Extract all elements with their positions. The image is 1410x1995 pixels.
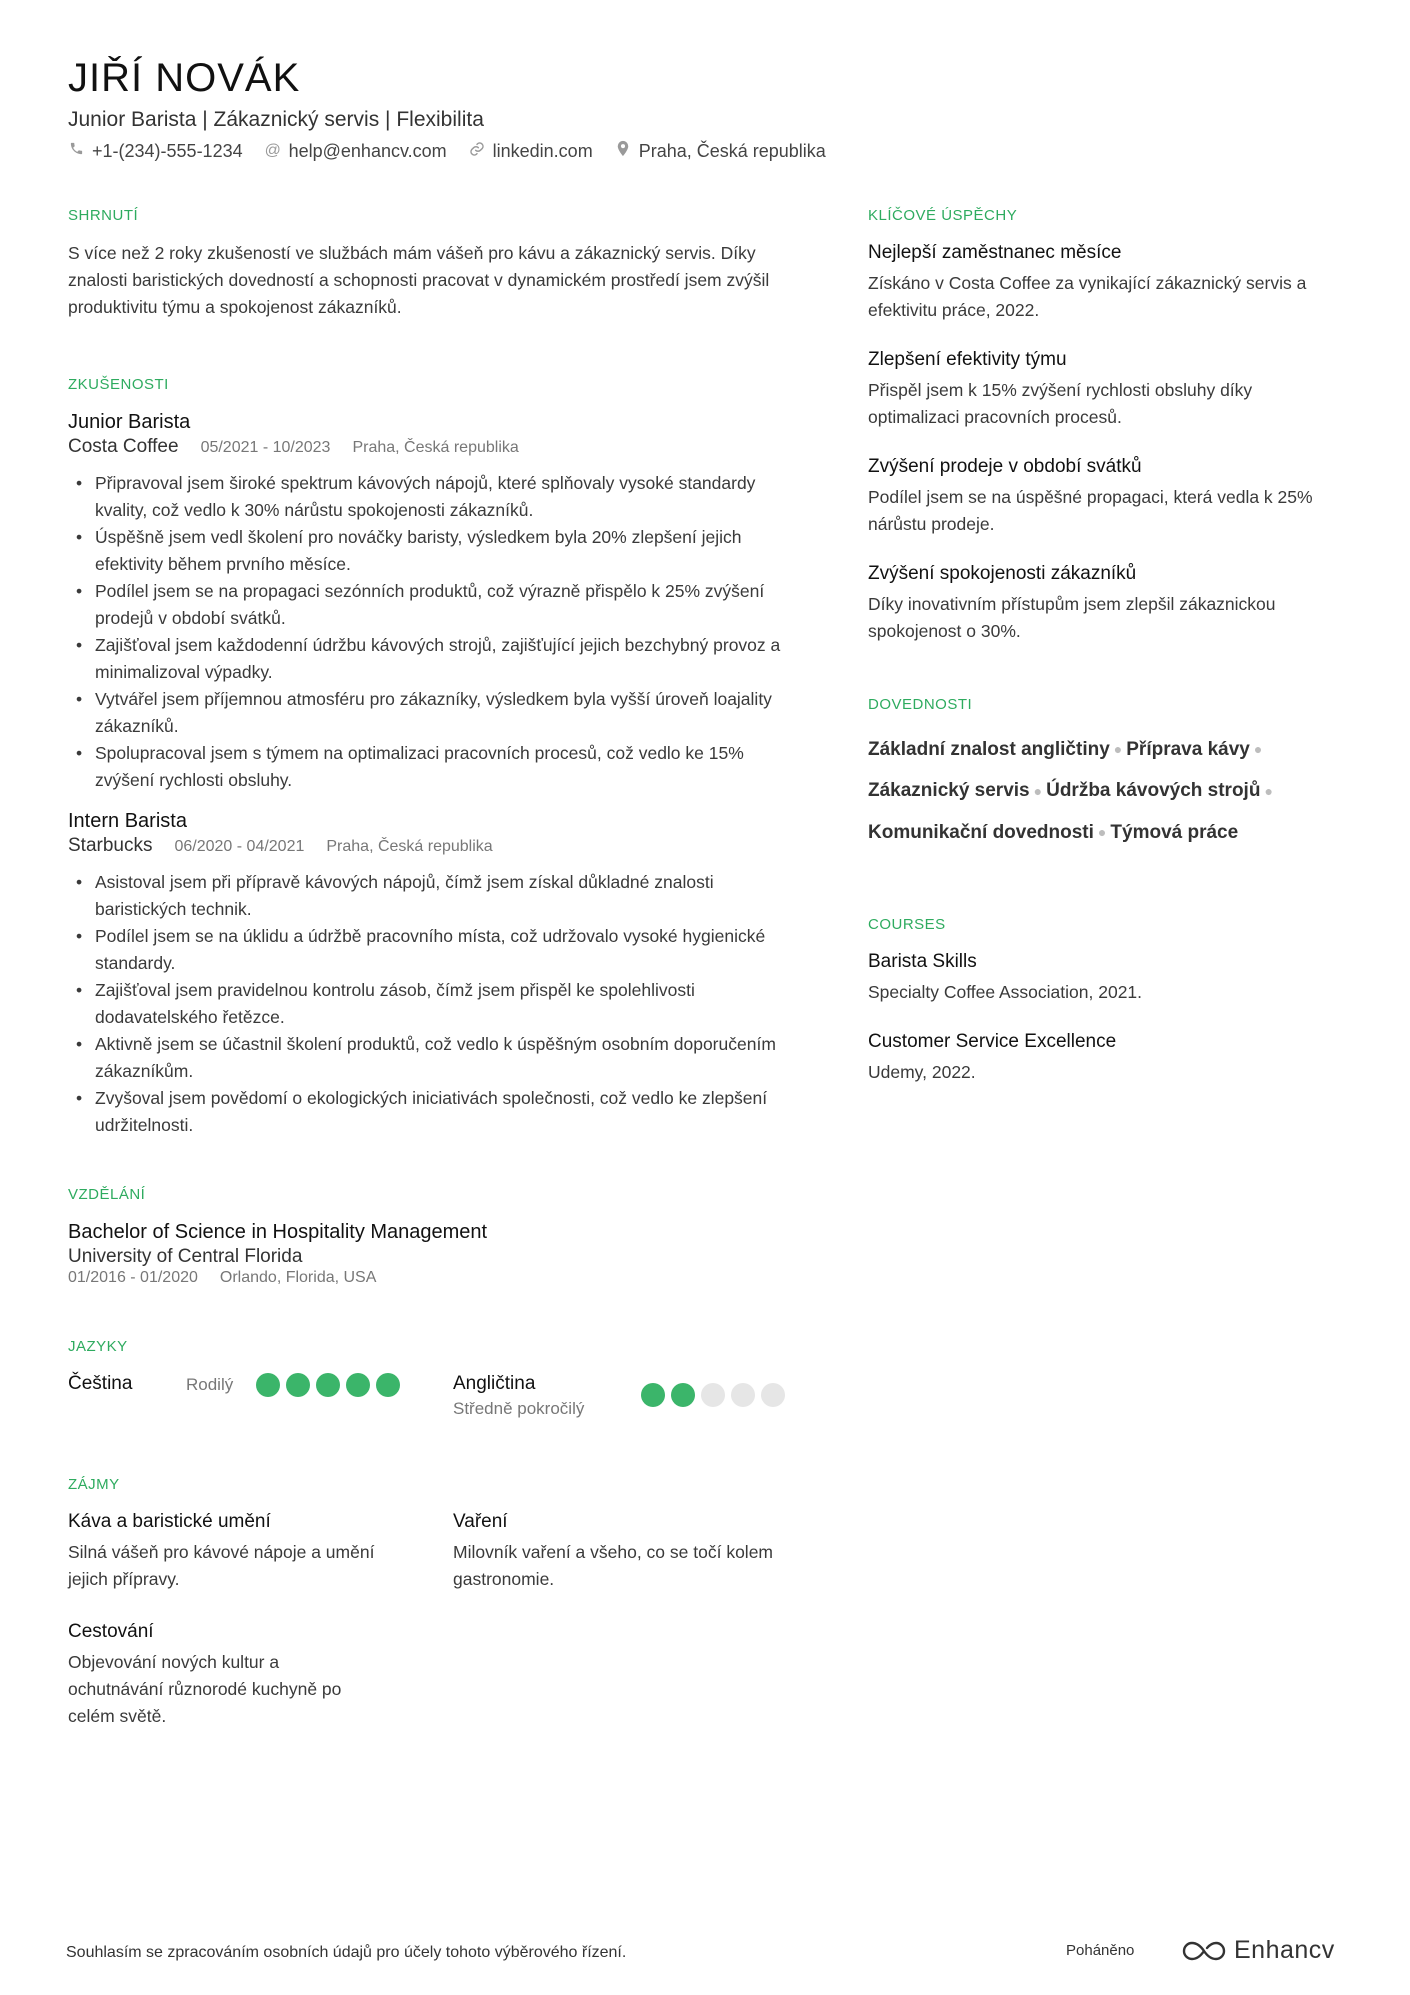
language-name: Čeština	[68, 1373, 133, 1394]
interest-item	[68, 1509, 388, 1593]
course-item	[868, 1029, 1348, 1086]
achievement-text: Získáno v Costa Coffee za vynikající zákaznický servis a efektivitu práce, 2022.	[868, 273, 1307, 320]
skill-tag: Údržba kávových strojů	[1046, 780, 1261, 802]
experience-section	[68, 375, 798, 1139]
summary-section	[68, 206, 798, 321]
skill-tag: Základní znalost angličtiny	[868, 739, 1110, 760]
phone-text: +1-(234)-555-1234	[92, 140, 243, 161]
rating-dot-filled	[641, 1383, 665, 1407]
left-column	[68, 206, 798, 1730]
rating-dot-filled	[376, 1373, 400, 1397]
courses-heading: COURSES	[868, 916, 946, 934]
powered-by-label: Poháněno	[1066, 1942, 1135, 1959]
brand-text: Enhancv	[1234, 1936, 1335, 1964]
bullet-item: • Připravoval jsem široké spektrum kávových nápojů, které splňovaly vysoké standardy kvality, což vedlo k 30% nárůstu spokojenosti zákazníků.	[68, 470, 798, 524]
separator-dot: ●	[1253, 741, 1263, 758]
rating-dot-filled	[316, 1373, 340, 1397]
languages-list	[68, 1371, 798, 1421]
education-school: University of Central Florida	[68, 1246, 303, 1267]
language-item	[453, 1371, 798, 1421]
languages-heading: JAZYKY	[68, 1338, 128, 1355]
achievement-title: Zlepšení efektivity týmu	[868, 349, 1067, 370]
job-location: Praha, Česká republika	[326, 838, 493, 855]
email-text: help@enhancv.com	[288, 140, 447, 161]
skill-tag: Týmová práce	[1110, 821, 1239, 843]
bullet-item: • Úspěšně jsem vedl školení pro nováčky baristy, výsledkem byla 20% zlepšení jejich efektivity během prvního měsíce.	[68, 524, 798, 578]
course-title: Customer Service Excellence	[868, 1031, 1117, 1053]
interest-title: Cestování	[68, 1621, 154, 1642]
education-heading: VZDĚLÁNÍ	[68, 1186, 146, 1203]
summary-heading: SHRNUTÍ	[68, 207, 139, 224]
job-bullets	[68, 869, 798, 1139]
bullet-item: • Zvyšoval jsem povědomí o ekologických iniciativách společnosti, což vedlo ke zlepšení udržitelnosti.	[68, 1085, 798, 1139]
language-item	[68, 1371, 453, 1421]
bullet-item: • Zajišťoval jsem každodenní údržbu kávových strojů, zajišťující jejich bezchybný provoz a minimalizoval výpadky.	[68, 632, 798, 686]
achievement-item	[868, 561, 1348, 645]
achievement-text: Díky inovativním přístupům jsem zlepšil zákaznickou spokojenost o 30%.	[868, 594, 1276, 641]
job-role: Junior Barista	[68, 411, 191, 433]
education-location: Orlando, Florida, USA	[219, 1269, 377, 1286]
link-icon	[469, 141, 485, 162]
courses-section	[868, 915, 1348, 1086]
skills-list	[868, 729, 1348, 853]
skills-section	[868, 695, 1348, 853]
separator-dot: ●	[1033, 782, 1043, 799]
bullet-item: • Zajišťoval jsem pravidelnou kontrolu zásob, čímž jsem přispěl ke spolehlivosti dodavatelského řetězce.	[68, 977, 798, 1031]
separator-dot: ●	[1097, 824, 1107, 841]
candidate-name: JIŘÍ NOVÁK	[68, 56, 301, 100]
at-icon: @	[264, 142, 281, 159]
achievement-item	[868, 240, 1348, 324]
summary-text: S více než 2 roky zkušeností ve službách mám vášeň pro kávu a zákaznický servis. Díky znalosti baristických dovedností a schopnosti pracovat v dynamickém prostředí jsem zvýšil produktivitu týmu a spokojenost zákazníků.	[68, 243, 770, 317]
interest-title: Káva a baristické umění	[68, 1511, 271, 1532]
separator-dot: ●	[1113, 741, 1123, 758]
job-entry	[68, 409, 798, 794]
course-text: Udemy, 2022.	[868, 1062, 976, 1083]
rating-dot-filled	[346, 1373, 370, 1397]
achievement-item	[868, 347, 1348, 431]
job-location: Praha, Česká republika	[352, 439, 519, 456]
bullet-item: • Aktivně jsem se účastnil školení produktů, což vedlo k úspěšným osobním doporučením zákazníkům.	[68, 1031, 798, 1085]
location-pin-icon	[615, 140, 631, 162]
language-rating	[256, 1373, 400, 1397]
course-item	[868, 949, 1348, 1006]
job-meta	[68, 435, 798, 460]
candidate-subtitle: Junior Barista | Zákaznický servis | Flexibilita	[68, 108, 484, 131]
rating-dot-filled	[671, 1383, 695, 1407]
separator-dot: ●	[1264, 782, 1273, 799]
experience-heading: ZKUŠENOSTI	[68, 376, 169, 393]
contact-phone[interactable]	[68, 141, 243, 162]
bullet-item: • Podílel jsem se na propagaci sezónních produktů, což výrazně přispělo k 25% zvýšení prodejů v období svátků.	[68, 578, 798, 632]
achievement-text: Podílel jsem se na úspěšné propagaci, která vedla k 25% nárůstu prodeje.	[868, 487, 1313, 534]
rating-dot-filled	[256, 1373, 280, 1397]
contact-email[interactable]	[265, 141, 447, 162]
interest-text: Silná vášeň pro kávové nápoje a umění jejich přípravy.	[68, 1542, 375, 1589]
course-title: Barista Skills	[868, 951, 977, 973]
education-section	[68, 1185, 798, 1287]
language-name: Angličtina	[453, 1373, 536, 1394]
enhancv-logo[interactable]	[1182, 1936, 1335, 1965]
rating-dot-filled	[286, 1373, 310, 1397]
rating-dot-empty	[731, 1383, 755, 1407]
education-degree: Bachelor of Science in Hospitality Management	[68, 1221, 488, 1243]
contact-bar	[68, 140, 1348, 162]
education-meta	[68, 1269, 798, 1287]
bullet-item: • Asistoval jsem při přípravě kávových nápojů, čímž jsem získal důkladné znalosti baristických technik.	[68, 869, 798, 923]
interests-grid	[68, 1509, 798, 1730]
language-level: Rodilý	[186, 1375, 234, 1394]
education-dates: 01/2016 - 01/2020	[68, 1269, 198, 1286]
consent-text: Souhlasím se zpracováním osobních údajů pro účely tohoto výběrového řízení.	[66, 1944, 627, 1961]
job-dates: 05/2021 - 10/2023	[200, 439, 331, 456]
job-entry	[68, 808, 798, 1139]
achievement-item	[868, 454, 1348, 538]
linkedin-text: linkedin.com	[492, 140, 593, 161]
job-company: Costa Coffee	[68, 436, 179, 457]
language-text-block	[453, 1371, 641, 1421]
infinity-logo-icon	[1182, 1939, 1226, 1963]
location-text: Praha, Česká republika	[638, 140, 826, 161]
achievements-heading: KLÍČOVÉ ÚSPĚCHY	[868, 207, 1018, 224]
skill-tag: Příprava kávy	[1126, 739, 1250, 760]
interests-section	[68, 1475, 798, 1730]
phone-icon	[68, 141, 84, 161]
bullet-item: • Spolupracoval jsem s týmem na optimalizaci pracovních procesů, což vedlo ke 15% zvýšení rychlosti obsluhy.	[68, 740, 798, 794]
language-rating	[641, 1383, 785, 1407]
interest-title: Vaření	[453, 1511, 508, 1532]
interest-text: Milovník vaření a všeho, co se točí kolem gastronomie.	[453, 1542, 773, 1589]
job-meta	[68, 834, 798, 859]
footer	[66, 1938, 1346, 1974]
achievement-text: Přispěl jsem k 15% zvýšení rychlosti obsluhy díky optimalizaci pracovních procesů.	[868, 380, 1253, 427]
interests-heading: ZÁJMY	[68, 1476, 120, 1493]
job-role: Intern Barista	[68, 810, 187, 832]
rating-dot-empty	[701, 1383, 725, 1407]
contact-location	[615, 140, 826, 162]
interest-item	[68, 1619, 388, 1730]
language-level: Středně pokročilý	[453, 1399, 585, 1418]
achievement-title: Zvýšení prodeje v období svátků	[868, 456, 1142, 477]
contact-linkedin[interactable]	[469, 141, 593, 162]
achievement-title: Nejlepší zaměstnanec měsíce	[868, 242, 1122, 263]
achievement-title: Zvýšení spokojenosti zákazníků	[868, 563, 1137, 584]
bullet-item: • Vytvářel jsem příjemnou atmosféru pro zákazníky, výsledkem byla vyšší úroveň loajality zákazníků.	[68, 686, 798, 740]
job-company: Starbucks	[68, 835, 153, 856]
interest-text: Objevování nových kultur a ochutnávání různorodé kuchyně po celém světě.	[68, 1652, 342, 1726]
achievements-section	[868, 206, 1348, 645]
languages-section	[68, 1337, 798, 1421]
job-bullets	[68, 470, 798, 794]
skills-heading: DOVEDNOSTI	[868, 696, 973, 713]
skill-tag: Komunikační dovednosti	[868, 821, 1094, 843]
rating-dot-empty	[761, 1383, 785, 1407]
interest-item	[453, 1509, 773, 1593]
bullet-item: • Podílel jsem se na úklidu a údržbě pracovního místa, což udržovalo vysoké hygienické standardy.	[68, 923, 798, 977]
course-text: Specialty Coffee Association, 2021.	[868, 982, 1143, 1003]
skill-tag: Zákaznický servis	[868, 780, 1030, 802]
right-column	[868, 206, 1348, 1086]
job-dates: 06/2020 - 04/2021	[174, 838, 305, 855]
header	[68, 52, 1348, 162]
